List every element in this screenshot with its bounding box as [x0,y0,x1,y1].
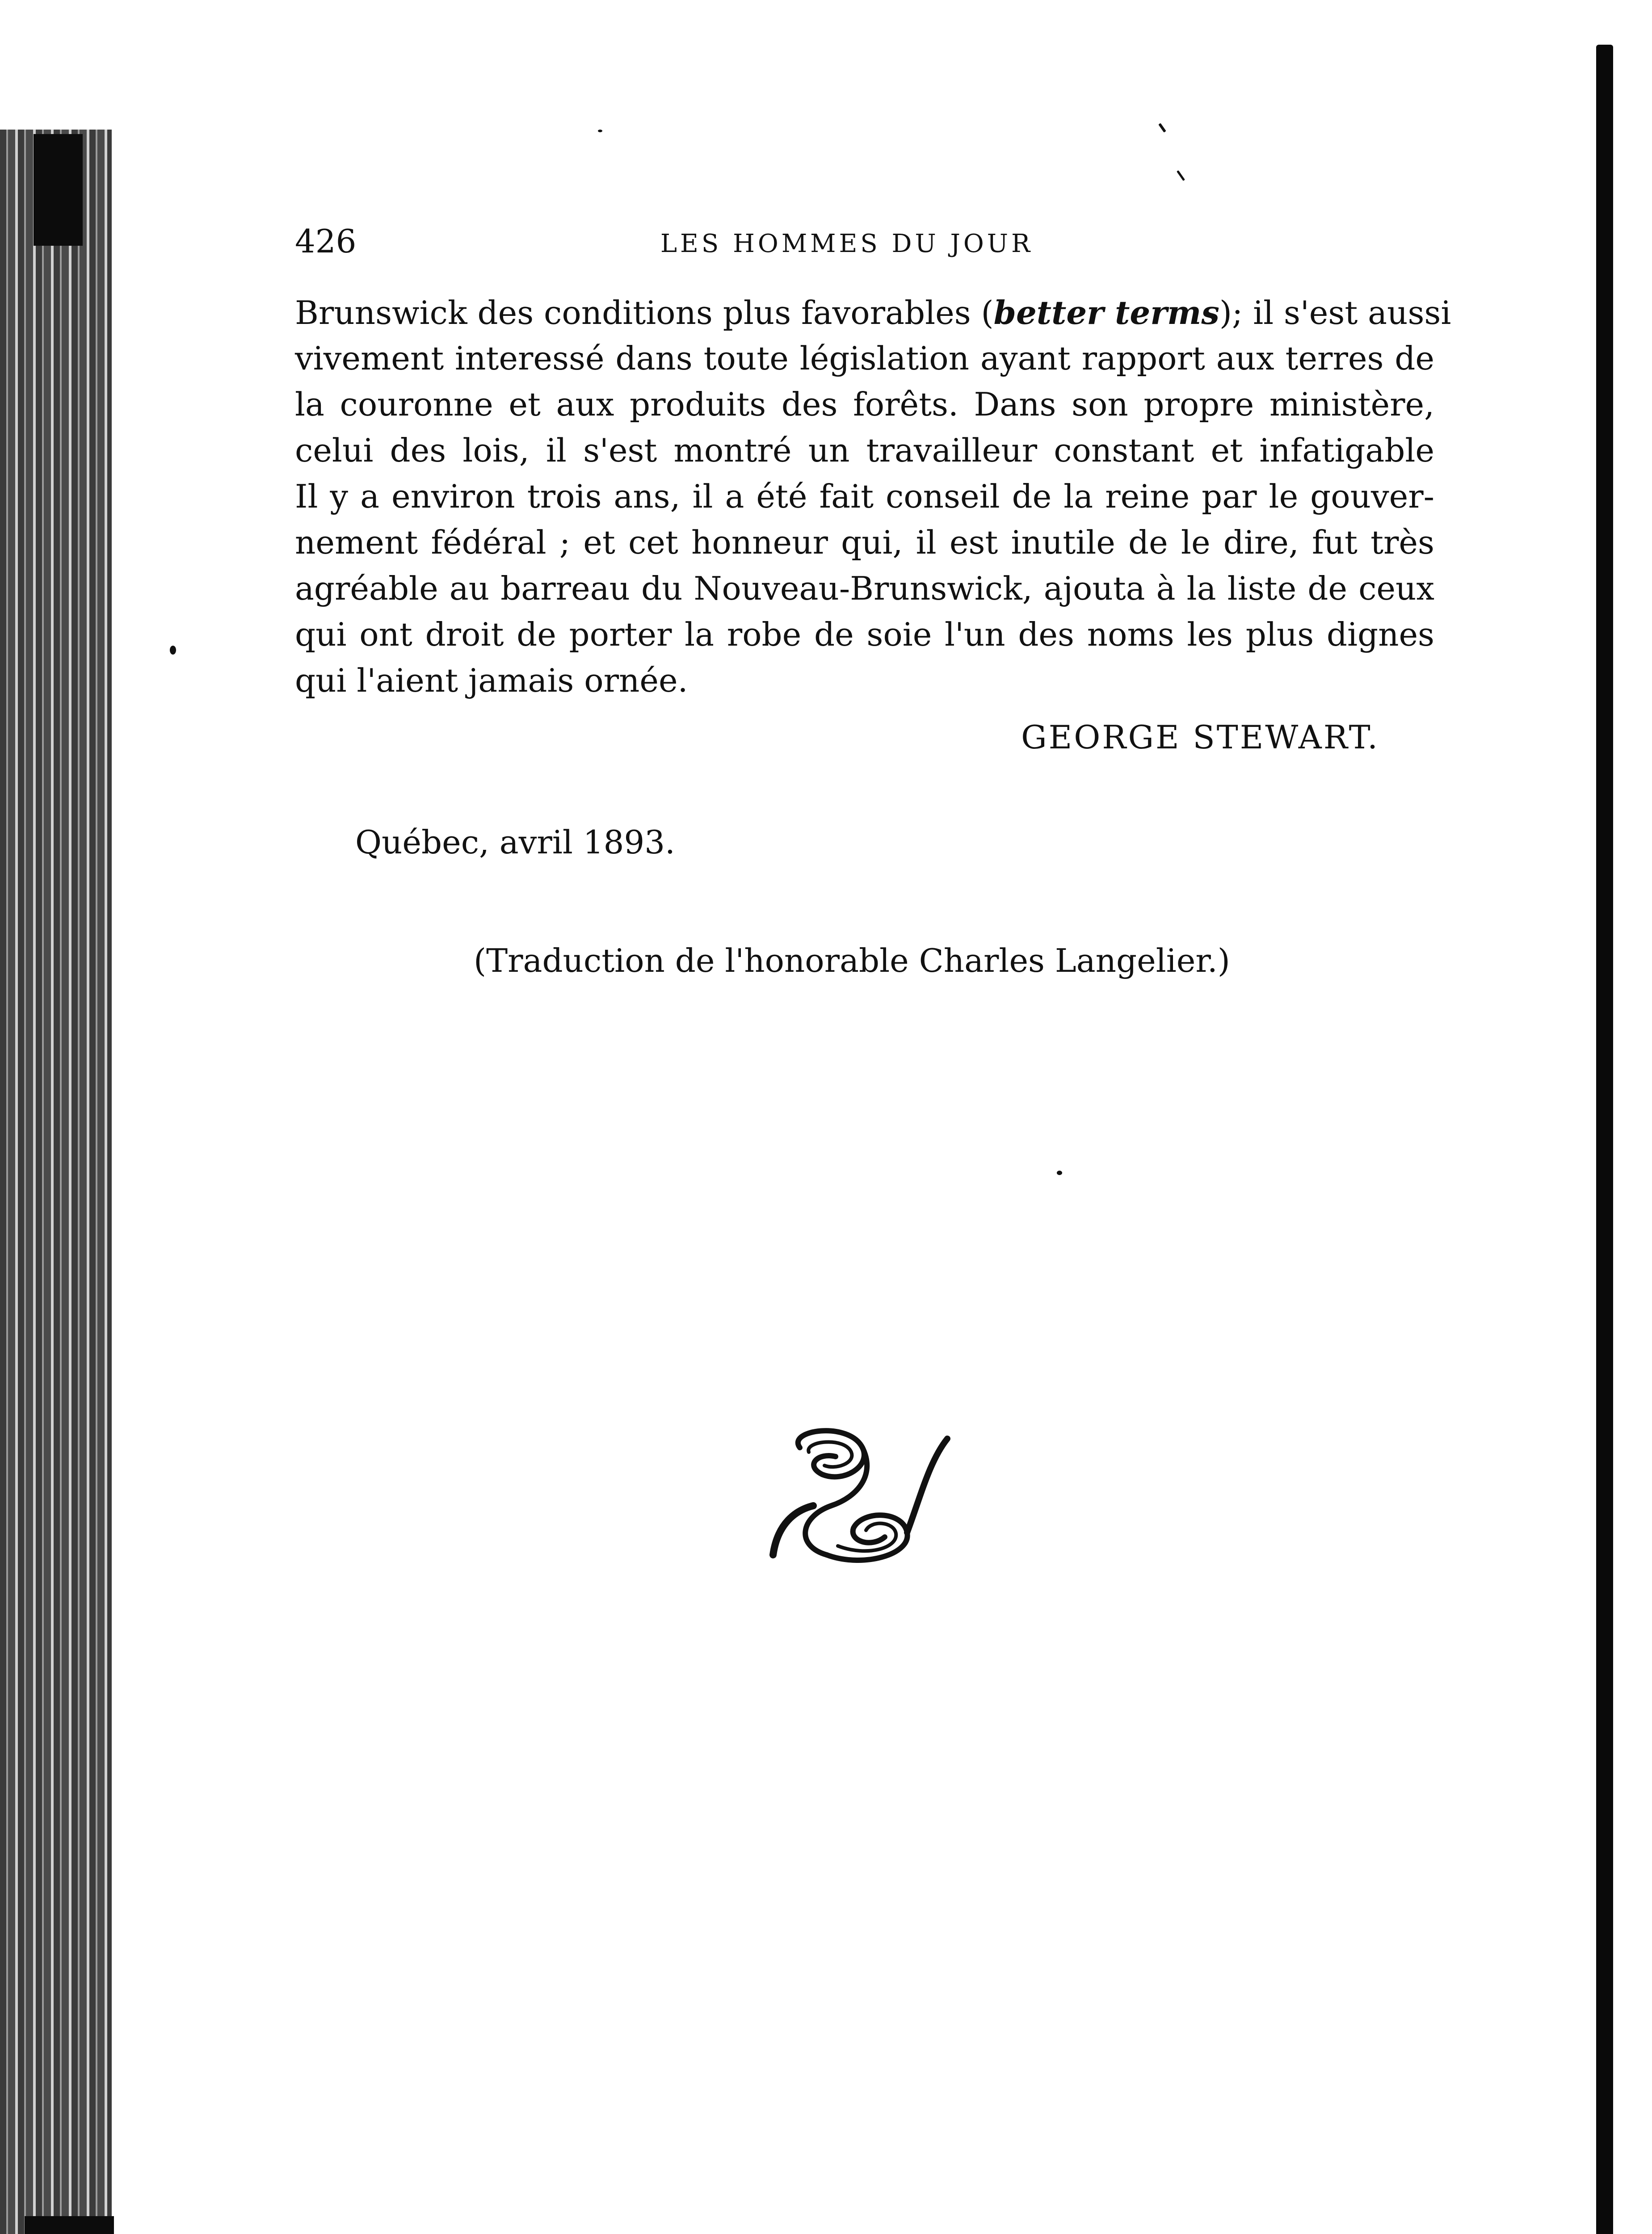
body-line-text: Brunswick des conditions plus favorables ( [295,294,994,332]
body-paragraph [295,290,1451,704]
scan-speck [598,130,602,132]
body-line: qui l'aient jamais ornée. [295,662,688,699]
body-line: nement fédéral ; et cet honneur qui, il est inutile de le dire, fut très [295,524,1434,561]
body-line: qui ont droit de porter la robe de soie l'un des noms les plus dignes [295,616,1434,653]
italic-term: better terms [993,294,1219,332]
body-line [295,290,1451,336]
page-number: 426 [295,223,357,260]
scan-speck [1057,1171,1062,1175]
body-line: Il y a environ trois ans, il a été fait conseil de la reine par le gouver- [295,478,1434,515]
scan-speck [170,646,176,655]
running-title: LES HOMMES DU JOUR [660,229,1034,258]
body-line: agréable au barreau du Nouveau-Brunswick, ajouta à la liste de ceux [295,570,1434,607]
body-line-text: ); il s'est aussi [1219,294,1451,332]
scan-page-edge-right [1596,45,1613,2234]
body-line: vivement interessé dans toute législation ayant rapport aux terres de [295,340,1434,377]
body-line: celui des lois, il s'est montré un travailleur constant et infatigable [295,432,1434,469]
author-signature: GEORGE STEWART. [1021,718,1379,756]
scan-binding-dark-patch-bottom [25,2216,114,2234]
decorative-swirl-ornament-icon [760,1421,956,1573]
body-line: la couronne et aux produits des forêts. Dans son propre ministère, [295,386,1434,423]
scan-speck [1158,123,1166,132]
running-head [295,219,1399,264]
date-line: Québec, avril 1893. [355,823,675,861]
scan-binding-dark-patch [34,134,83,246]
scan-binding-shadow-left [0,130,112,2234]
scan-speck [1177,170,1185,181]
translation-note: (Traduction de l'honorable Charles Langelier.) [474,942,1230,979]
